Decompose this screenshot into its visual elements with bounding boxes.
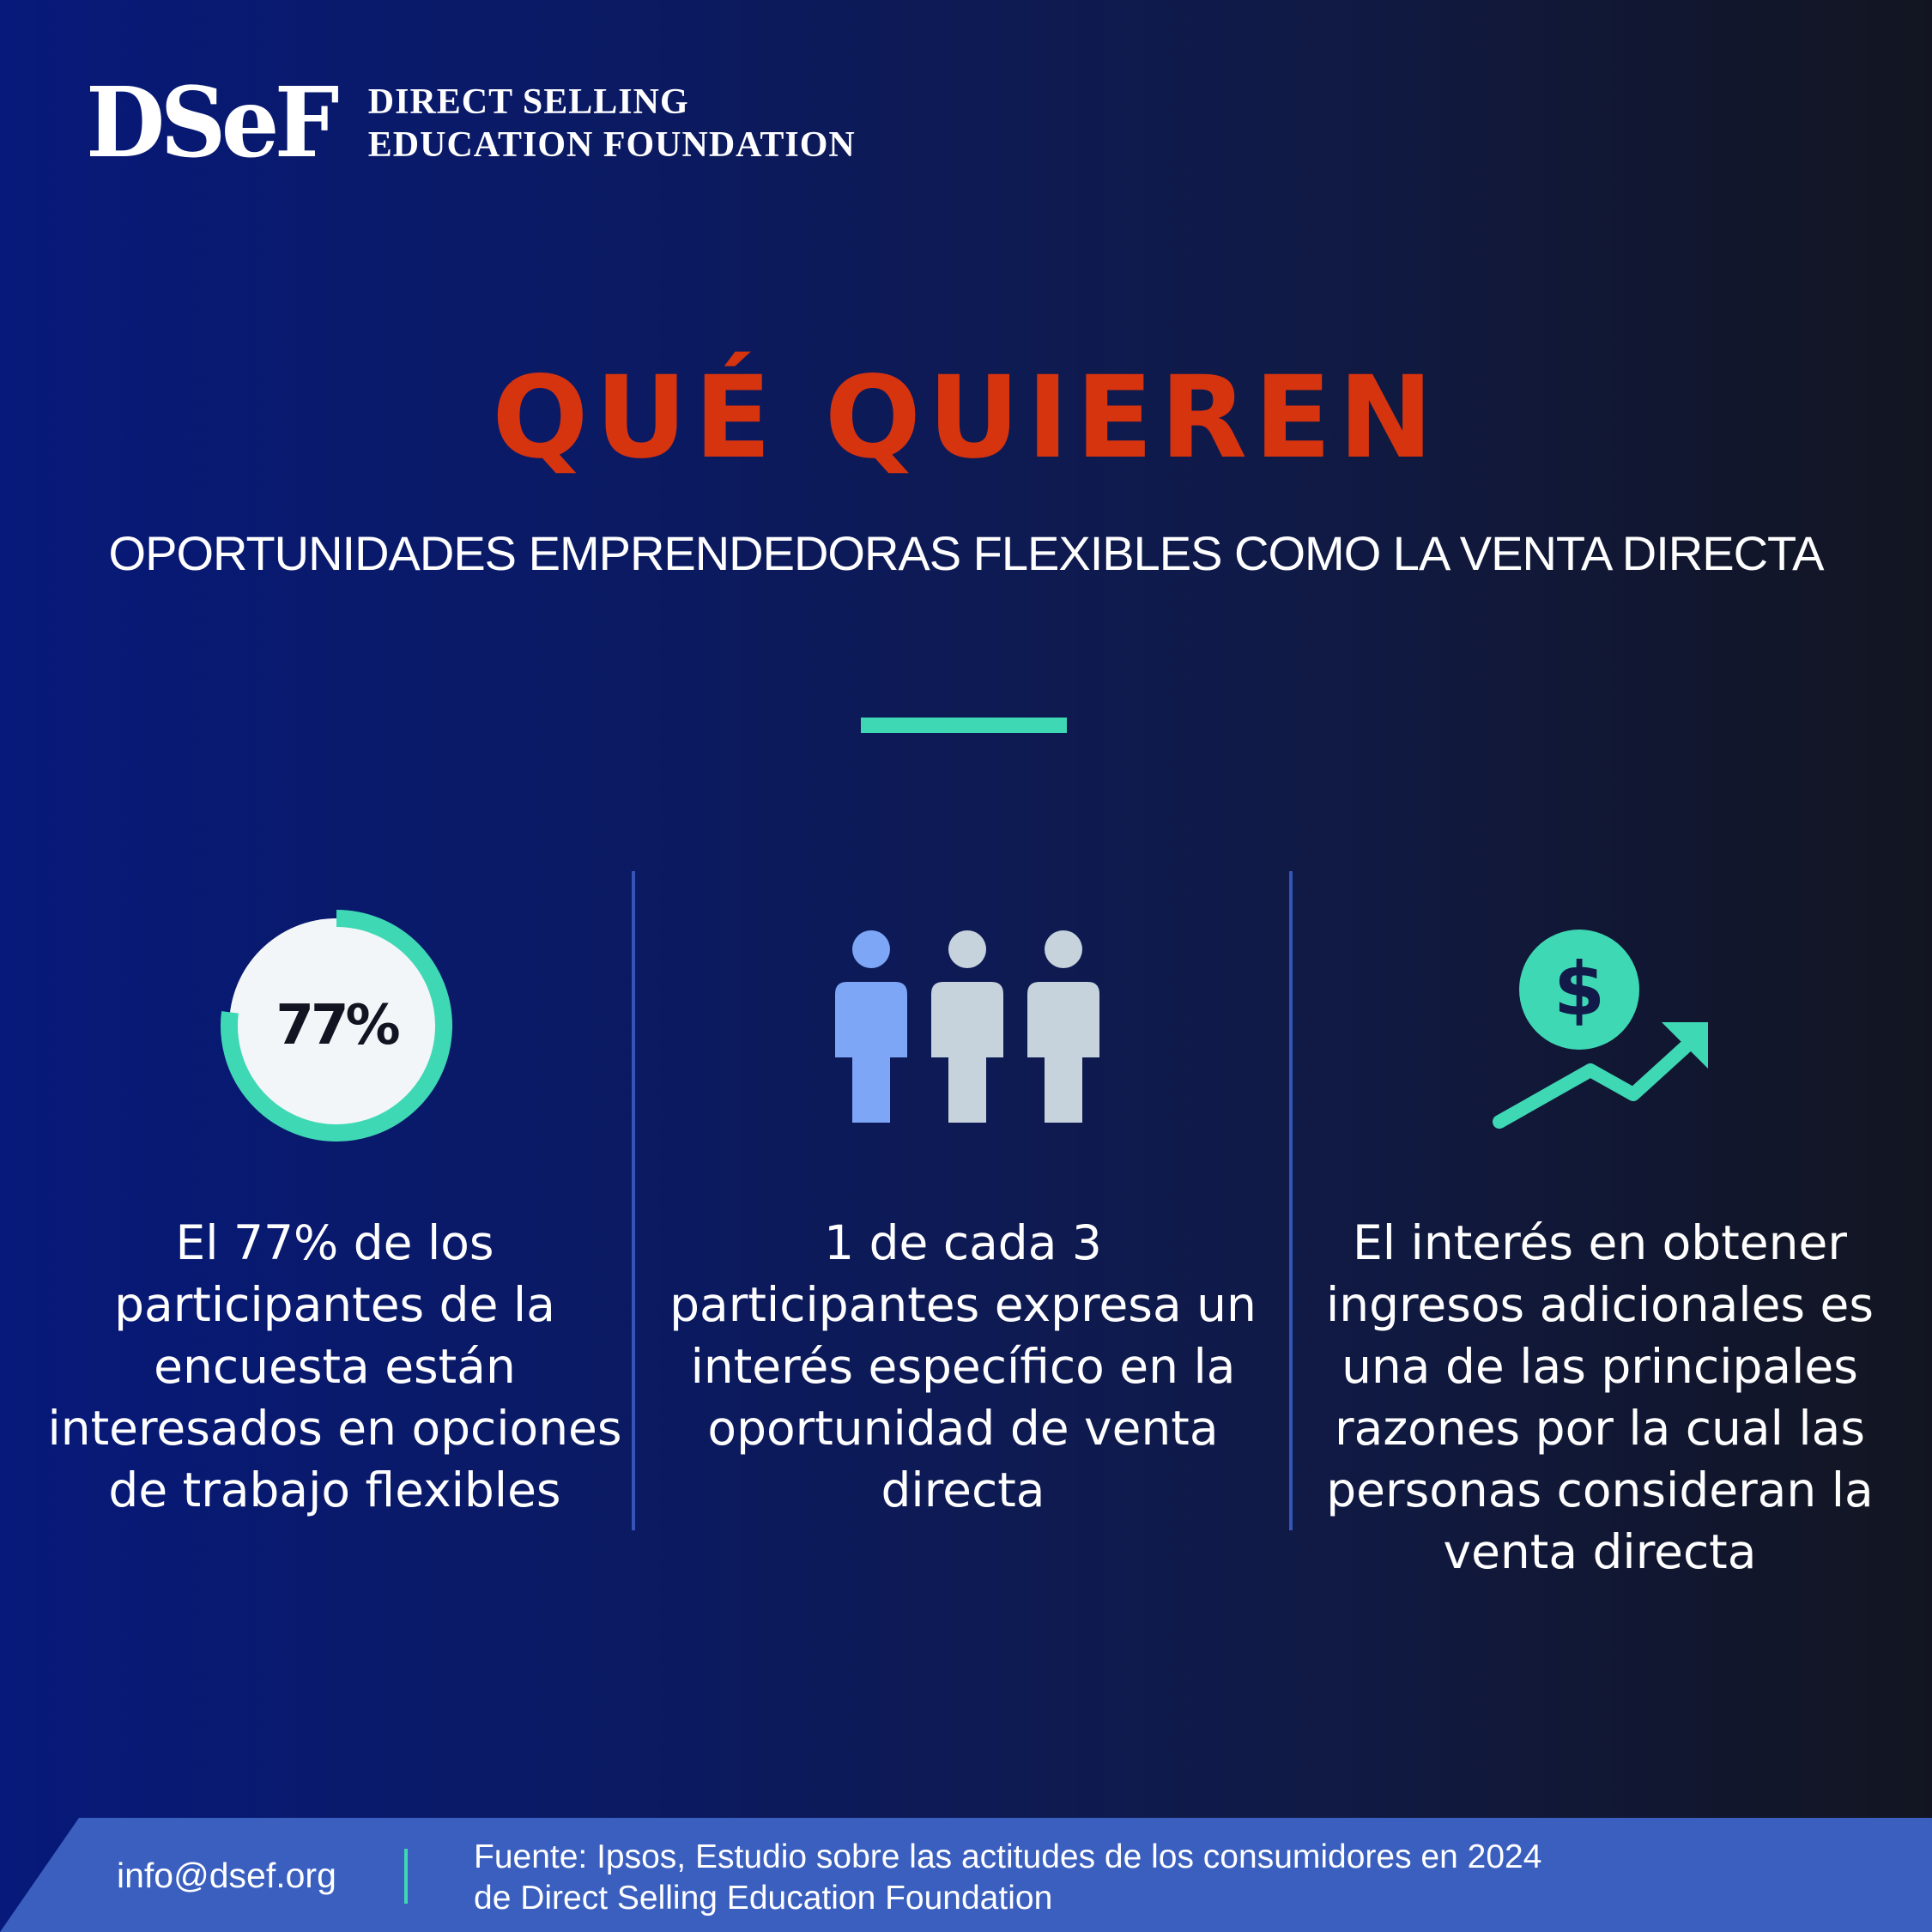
accent-divider [861,718,1067,733]
stat-text-1: El 77% de los participantes de la encuesta están interesados en opciones de trabajo flexibles [47,1215,622,1517]
money-growth-icon [1489,923,1721,1137]
dsef-logo [86,67,856,179]
percent-label: 77% [276,994,397,1057]
page-title: QUÉ QUIEREN [492,352,1440,484]
logo-text [368,81,856,167]
people-icon [824,927,1107,1124]
person-icon [835,930,907,1123]
column-divider-2 [1289,871,1293,1530]
page-subtitle: OPORTUNIDADES EMPRENDEDORAS FLEXIBLES COMO LA VENTA DIRECTA [108,526,1824,580]
footer [0,1818,1932,1932]
stat-text-2: 1 de cada 3 participantes expresa un interés específico en la oportunidad de venta directa [669,1215,1257,1517]
stat-text-3: El interés en obtener ingresos adicionales es una de las principales razones por la cual las personas consideran la venta directa [1325,1215,1874,1579]
logo-line-1: DIRECT SELLING [367,82,689,122]
person-icon [931,930,1003,1123]
logo-mark: DSeF [86,67,335,179]
growth-arrow-line [1499,1034,1699,1122]
contact-email-link[interactable]: info@dsef.org [117,1856,336,1895]
footer-separator [404,1849,408,1904]
dollar-sign-icon: $ [1553,947,1605,1033]
logo-line-2: EDUCATION FOUNDATION [367,125,856,165]
source-citation: Fuente: Ipsos, Estudio sobre las actitudes de los consumidores en 2024 de Direct Selling Education Foundation [474,1838,1542,1917]
person-icon [1027,930,1099,1123]
